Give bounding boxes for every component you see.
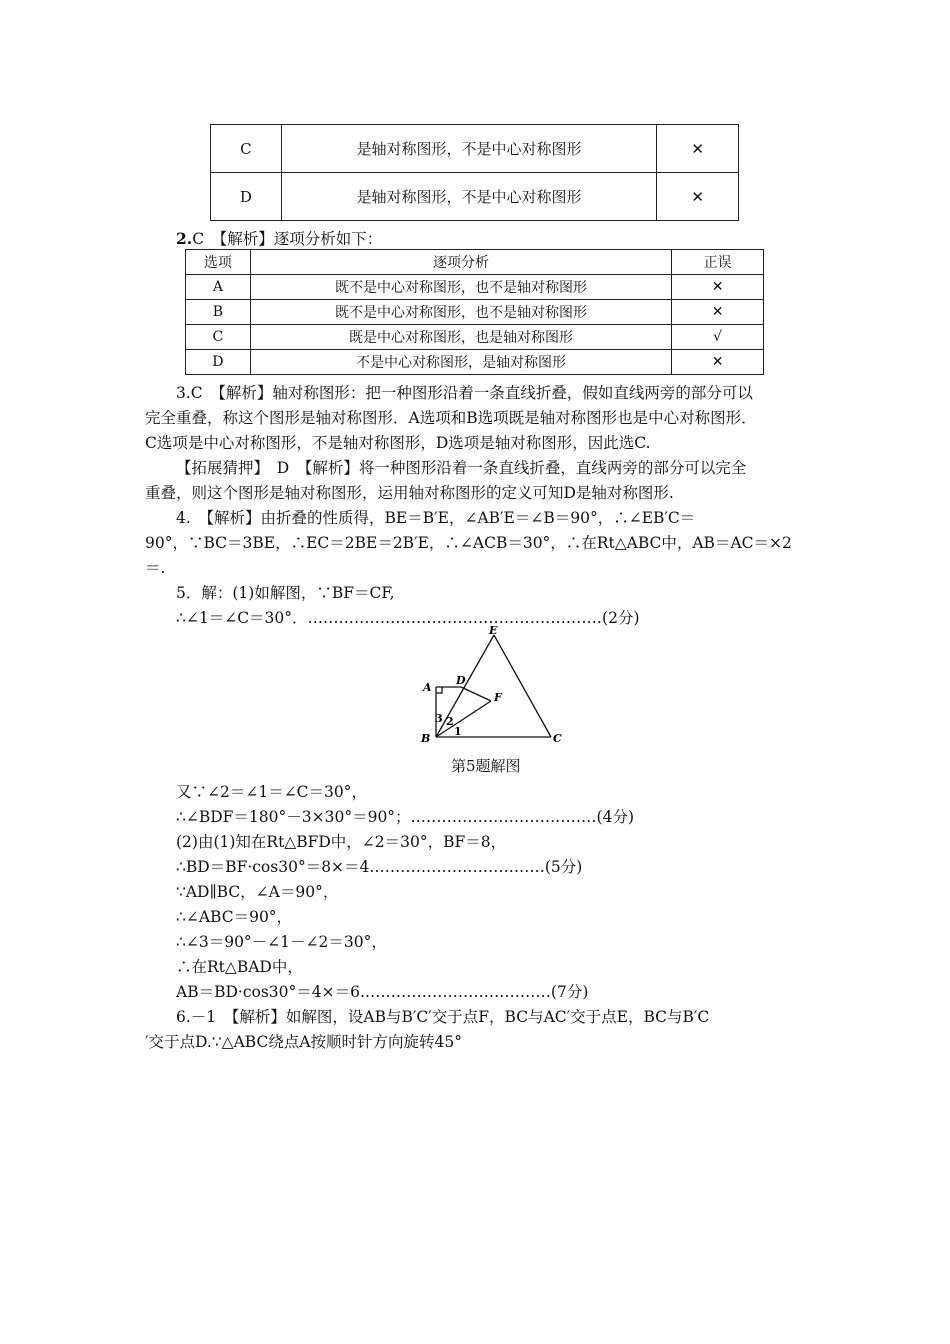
table-row xyxy=(186,350,764,375)
table-row xyxy=(211,125,739,173)
analysis-cell: 既不是中心对称图形，也不是轴对称图形 xyxy=(250,275,671,300)
right-angle-mark xyxy=(436,687,442,693)
label-d: D xyxy=(456,674,466,687)
mark-cell: ✕ xyxy=(657,125,739,173)
segment-ce xyxy=(494,635,551,737)
label-b: B xyxy=(421,732,431,744)
text-line: ∵AD∥BC，∠A＝90°， xyxy=(176,883,339,901)
mark-cell: ✕ xyxy=(672,350,764,375)
option-cell: D xyxy=(211,173,282,221)
option-cell: A xyxy=(186,275,251,300)
text-line: ∴BD＝BF·cos30°＝8×＝4.……………………………(5分) xyxy=(176,858,583,876)
table-top xyxy=(210,124,739,221)
label-angle-3: 3 xyxy=(435,712,443,725)
analysis-cell: 不是中心对称图形，是轴对称图形 xyxy=(250,350,671,375)
text-line: ∴∠BDF＝180°－3×30°＝90°；………………………………(4分) xyxy=(176,808,635,826)
text-line: ∴在Rt△BAD中， xyxy=(176,958,303,976)
option-cell: C xyxy=(211,125,282,173)
q2-answer: C 【解析】逐项分析如下： xyxy=(192,230,383,248)
header-analysis: 逐项分析 xyxy=(250,250,671,275)
segment-df xyxy=(461,687,491,701)
analysis-cell: 既是中心对称图形，也是轴对称图形 xyxy=(250,325,671,350)
label-f: F xyxy=(494,691,502,704)
text-line: ＝. xyxy=(145,559,166,577)
text-line: 【拓展猜押】 D 【解析】将一种图形沿着一条直线折叠，直线两旁的部分可以完全 xyxy=(176,459,747,477)
table-row xyxy=(186,275,764,300)
table-header-row xyxy=(186,250,764,275)
text-line: 完全重叠，称这个图形是轴对称图形．A选项和B选项既是轴对称图形也是中心对称图形． xyxy=(145,409,757,427)
analysis-cell: 是轴对称图形，不是中心对称图形 xyxy=(281,173,657,221)
analysis-cell: 是轴对称图形，不是中心对称图形 xyxy=(281,125,657,173)
mark-cell: ✕ xyxy=(672,300,764,325)
table-row xyxy=(211,173,739,221)
label-e: E xyxy=(489,624,498,637)
figure-caption: 第5题解图 xyxy=(451,757,521,775)
label-c: C xyxy=(553,732,562,744)
text-line: 3.C 【解析】轴对称图形：把一种图形沿着一条直线折叠，假如直线两旁的部分可以 xyxy=(176,384,753,402)
text-line: ∴∠ABC＝90°， xyxy=(176,908,293,926)
table-row xyxy=(186,325,764,350)
label-angle-2: 2 xyxy=(446,715,454,728)
text-line: ∴∠1＝∠C＝30°．…………………………………………………(2分) xyxy=(176,609,640,627)
option-cell: C xyxy=(186,325,251,350)
header-option: 选项 xyxy=(186,250,251,275)
text-line: AB＝BD·cos30°＝4×＝6.………………………………(7分) xyxy=(176,983,589,1001)
label-a: A xyxy=(423,681,432,694)
text-line: 5．解：(1)如解图，∵BF＝CF, xyxy=(176,584,395,602)
text-line: (2)由(1)知在Rt△BFD中，∠2＝30°，BF＝8， xyxy=(176,833,507,851)
option-cell: D xyxy=(186,350,251,375)
table-analysis xyxy=(185,249,764,375)
label-angle-1: 1 xyxy=(454,725,462,738)
text-line: 90°，∵BC＝3BE，∴EC＝2BE＝2B′E，∴∠ACB＝30°，∴在Rt△ABC中，AB＝AC＝×2 xyxy=(145,534,792,552)
text-line: 4. 【解析】由折叠的性质得，BE＝B′E，∠AB′E＝∠B＝90°，∴∠EB′C＝ xyxy=(176,509,696,527)
text-line: ′交于点D.∵△ABC绕点A按顺时针方向旋转45° xyxy=(145,1033,463,1051)
table-row xyxy=(186,300,764,325)
text-line: 又∵∠2＝∠1＝∠C＝30°， xyxy=(176,783,368,801)
geometry-figure xyxy=(418,624,578,744)
text-line: C选项是中心对称图形，不是轴对称图形，D选项是轴对称图形，因此选C. xyxy=(145,434,651,452)
text-line: 重叠，则这个图形是轴对称图形，运用轴对称图形的定义可知D是轴对称图形. xyxy=(145,484,674,502)
q2-number: 2. xyxy=(176,229,193,248)
q2-intro xyxy=(176,227,382,249)
mark-cell: √ xyxy=(672,325,764,350)
analysis-cell: 既不是中心对称图形，也不是轴对称图形 xyxy=(250,300,671,325)
text-line: ∴∠3＝90°－∠1－∠2＝30°， xyxy=(176,933,387,951)
mark-cell: ✕ xyxy=(657,173,739,221)
text-line: 6.－1 【解析】如解图，设AB与B′C′交于点F，BC与AC′交于点E，BC与B′C xyxy=(176,1008,710,1026)
option-cell: B xyxy=(186,300,251,325)
segment-bf xyxy=(436,701,491,737)
mark-cell: ✕ xyxy=(672,275,764,300)
header-mark: 正误 xyxy=(672,250,764,275)
